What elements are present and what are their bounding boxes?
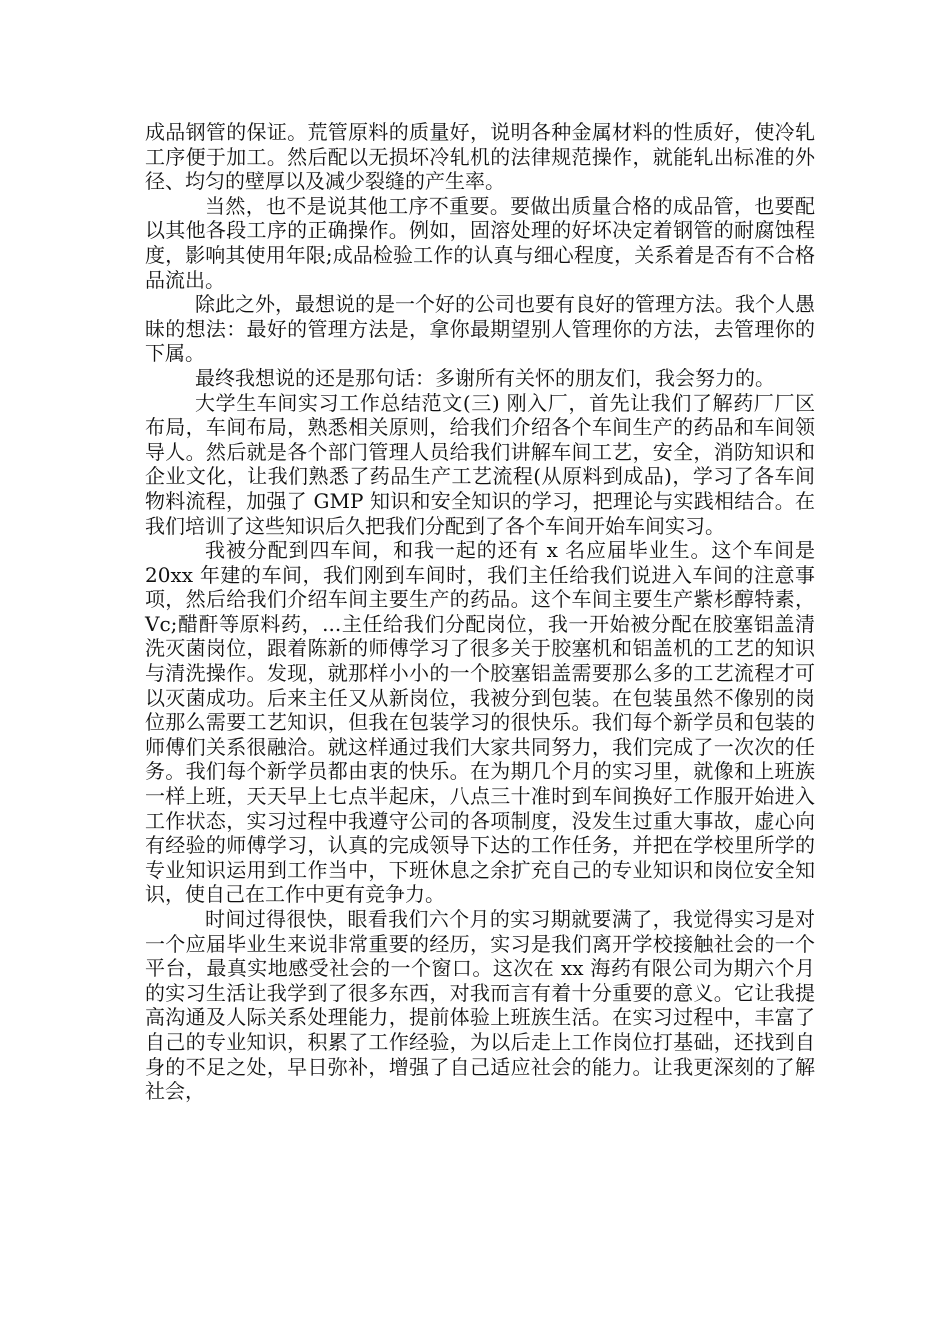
paragraph-7: 时间过得很快，眼看我们六个月的实习期就要满了，我觉得实习是对一个应届毕业生来说非常重要的经历，实习是我们离开学校接触社会的一个平台，最真实地感受社会的一个窗口。这次在 xx 海药有限公司为期六个月的实习生活让我学到了很多东西，对我而言有着十分重要的意义。它让我提高沟通及人际关系处理能力，提前体验上班族生活。在实习过程中，丰富了自己的专业知识，积累了工作经验，为以后走上工作岗位打基础，还找到自身的不足之处，早日弥补，增强了自己适应社会的能力。让我更深刻的了解社会， bbox=[145, 907, 815, 1104]
paragraph-1: 成品钢管的保证。荒管原料的质量好，说明各种金属材料的性质好，使冷轧工序便于加工。然后配以无损坏冷轧机的法律规范操作，就能轧出标准的外径、均匀的壁厚以及减少裂缝的产生率。 bbox=[145, 120, 815, 194]
paragraph-4: 最终我想说的还是那句话：多谢所有关怀的朋友们，我会努力的。 bbox=[195, 365, 775, 390]
paragraph-6: 我被分配到四车间，和我一起的还有 x 名应届毕业生。这个车间是 20xx 年建的车间，我们刚到车间时，我们主任给我们说进入车间的注意事项，然后给我们介绍车间主要生产的药品。这个车间主要生产紫杉醇特素，Vc;醋酐等原料药，...主任给我们分配岗位，我一开始被分配在胶塞铝盖清洗灭菌岗位，跟着陈新的师傅学习了很多关于胶塞机和铝盖机的工艺的知识与清洗操作。发现，就那样小小的一个胶塞铝盖需要那么多的工艺流程才可以灭菌成功。后来主任又从新岗位，我被分到包装。在包装虽然不像别的岗位那么需要工艺知识，但我在包装学习的很快乐。我们每个新学员和包装的师傅们关系很融洽。就这样通过我们大家共同努力，我们完成了一次次的任务。我们每个新学员都由衷的快乐。在为期几个月的实习里，就像和上班族一样上班，天天早上七点半起床，八点三十准时到车间换好工作服开始进入工作状态，实习过程中我遵守公司的各项制度，没发生过重大事故，虚心向有经验的师傅学习，认真的完成领导下达的工作任务，并把在学校里所学的专业知识运用到工作当中，下班休息之余扩充自己的专业知识和岗位安全知识，使自己在工作中更有竞争力。 bbox=[145, 538, 815, 907]
document-body bbox=[145, 120, 815, 1104]
paragraph-3: 除此之外，最想说的是一个好的公司也要有良好的管理方法。我个人愚昧的想法：最好的管理方法是，拿你最期望别人管理你的方法，去管理你的下属。 bbox=[145, 292, 815, 366]
paragraph-5: 大学生车间实习工作总结范文(三) 刚入厂，首先让我们了解药厂厂区布局，车间布局，熟悉相关原则，给我们介绍各个车间生产的药品和车间领导人。然后就是各个部门管理人员给我们讲解车间工艺，安全，消防知识和企业文化，让我们熟悉了药品生产工艺流程(从原料到成品)，学习了各车间物料流程，加强了 GMP 知识和安全知识的学习，把理论与实践相结合。在我们培训了这些知识后久把我们分配到了各个车间开始车间实习。 bbox=[145, 390, 815, 538]
paragraph-2: 当然，也不是说其他工序不重要。要做出质量合格的成品管，也要配以其他各段工序的正确操作。例如，固溶处理的好坏决定着钢管的耐腐蚀程度，影响其使用年限;成品检验工作的认真与细心程度，关系着是否有不合格品流出。 bbox=[145, 193, 815, 292]
